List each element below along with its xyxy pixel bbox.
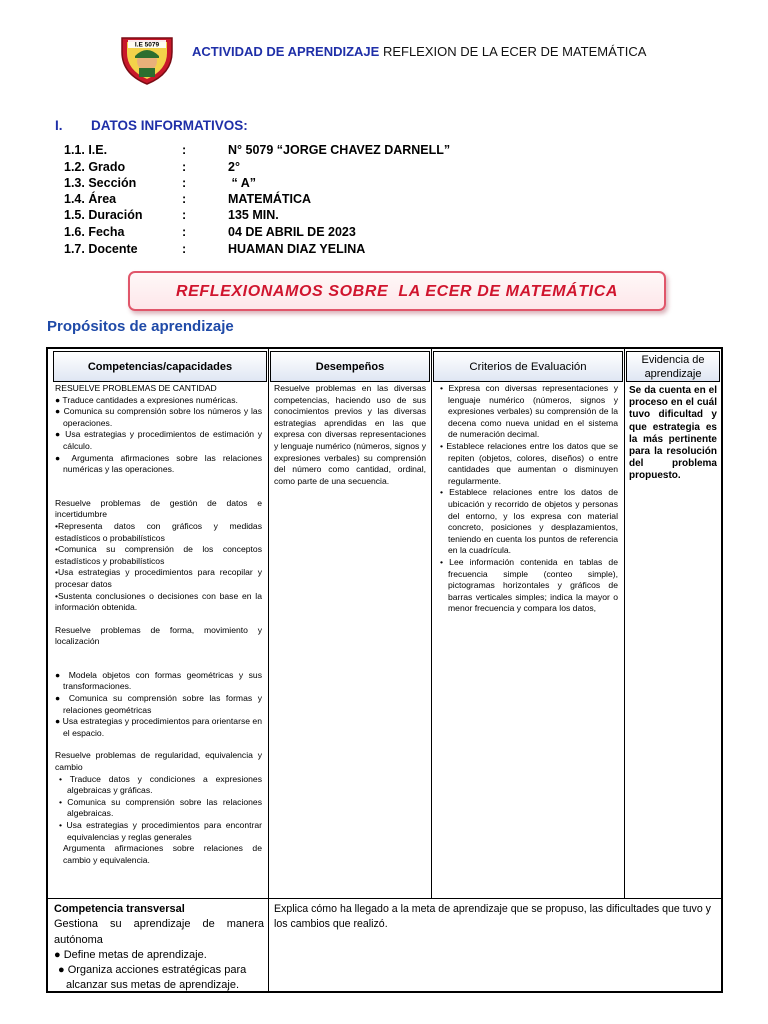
criterio-text: Expresa con diversas representaciones y lenguaje numérico (números, signos y expresiones verbales) su comprensión de la decena como nueva unidad en el sistema de numeración decimal. bbox=[448, 383, 618, 440]
info-value: HUAMAN DIAZ YELINA bbox=[228, 242, 366, 256]
criterio-item: • Expresa con diversas representaciones y lenguaje numérico (números, signos y expresiones verbales) su comprensión de la decena como nueva unidad en el sistema de numeración decimal. bbox=[440, 383, 618, 440]
capacidad-item: ● Usa estrategias y procedimientos para orientarse en el espacio. bbox=[55, 716, 262, 738]
competencia-title: Resuelve problemas de regularidad, equivalencia y cambio bbox=[55, 750, 262, 773]
competencia-title: Resuelve problemas de gestión de datos e incertidumbre bbox=[55, 497, 262, 520]
info-value: MATEMÁTICA bbox=[228, 192, 312, 206]
info-label: 1.7. Docente bbox=[64, 242, 138, 256]
capacidad-item: ● Comunica su comprensión sobre los números y las operaciones. bbox=[55, 406, 262, 428]
propositos-table bbox=[46, 347, 723, 993]
title-activity-topic: REFLEXION DE LA ECER DE MATEMÁTICA bbox=[382, 44, 647, 59]
capacidad-item: •Sustenta conclusiones o decisiones con base en la información obtenida. bbox=[55, 590, 262, 613]
propositos-heading: Propósitos de aprendizaje bbox=[47, 318, 234, 335]
info-colon: : bbox=[182, 143, 187, 157]
criterio-text: Establece relaciones entre los datos que se repiten (objetos, colores, diseños) o entre cantidades que aumentan o disminuyen regularmente. bbox=[446, 440, 618, 486]
info-value: 135 MIN. bbox=[228, 208, 279, 222]
capacidad-item: •Comunica su comprensión de los conceptos estadísticos y probabilísticos bbox=[55, 544, 262, 566]
info-colon: : bbox=[182, 208, 187, 222]
info-label: 1.1. I.E. bbox=[64, 143, 108, 157]
title-activity-label: ACTIVIDAD DE APRENDIZAJE bbox=[192, 44, 380, 59]
column-divider bbox=[624, 349, 625, 898]
info-colon: : bbox=[182, 160, 187, 174]
column-divider bbox=[431, 349, 432, 898]
capacidad-item: •Usa estrategias y procedimientos para recopilar y procesar datos bbox=[55, 567, 262, 589]
header-competencias: Competencias/capacidades bbox=[53, 351, 267, 382]
info-value: “ A” bbox=[228, 176, 257, 190]
info-label: 1.5. Duración bbox=[64, 208, 143, 222]
capacidad-item: ● Usa estrategias y procedimientos de estimación y cálculo. bbox=[55, 429, 262, 451]
cell-criterios bbox=[436, 383, 618, 615]
row-divider bbox=[48, 898, 721, 899]
transversal-item: ● Organiza acciones estratégicas para alcanzar sus metas de aprendizaje. bbox=[58, 964, 247, 992]
capacidad-item: ● Traduce cantidades a expresiones numéricas. bbox=[55, 394, 238, 405]
cell-evidencia: Se da cuenta en el proceso en el cuál tuvo dificultad y que estrategia es la más pertinente para la resolución del problema propuesto. bbox=[629, 385, 717, 482]
capacidad-item: Argumenta afirmaciones sobre relaciones de cambio y equivalencia. bbox=[63, 843, 262, 865]
criterio-text: Establece relaciones entre los datos de ubicación y recorrido de objetos y personas del entorno, y los expresa con material concreto, posiciones y desplazamientos, teniendo en cuenta los puntos de referencia en la cuadrícula. bbox=[448, 487, 618, 556]
transversal-text: Gestiona su aprendizaje de manera autónoma bbox=[54, 918, 264, 946]
info-colon: : bbox=[182, 242, 187, 256]
cell-competencias bbox=[55, 383, 262, 866]
cell-explica: Explica cómo ha llegado a la meta de aprendizaje que se propuso, las dificultades que tuvo y los cambios que realizó. bbox=[274, 903, 711, 930]
capacidad-item: • Usa estrategias y procedimientos para encontrar equivalencias y reglas generales bbox=[59, 820, 262, 842]
section-number: I. bbox=[55, 118, 63, 133]
criterio-item: • Establece relaciones entre los datos de ubicación y recorrido de objetos y personas del entorno, y los expresa con material concreto, posiciones y desplazamientos, teniendo en cuenta los puntos de referencia en la cuadrícula. bbox=[440, 487, 618, 556]
header-criterios: Criterios de Evaluación bbox=[433, 351, 623, 382]
header-evidencia: Evidencia de aprendizaje bbox=[626, 351, 720, 382]
info-label: 1.4. Área bbox=[64, 192, 117, 206]
cell-competencia-transversal bbox=[54, 902, 264, 994]
section-heading-datos bbox=[55, 118, 248, 133]
info-label: 1.2. Grado bbox=[64, 160, 126, 174]
criterio-text: Lee información contenida en tablas de frecuencia simple (conteo simple), pictogramas horizontales y gráficos de barras verticales simples; indica la mayor o menor frecuencia y compara los datos, bbox=[448, 556, 618, 614]
info-value: 04 DE ABRIL DE 2023 bbox=[228, 225, 356, 239]
info-value: 2° bbox=[228, 160, 240, 174]
criterio-item: • Establece relaciones entre los datos que se repiten (objetos, colores, diseños) o entre cantidades que aumentan o disminuyen regularmente. bbox=[440, 440, 618, 486]
info-value: N° 5079 “JORGE CHAVEZ DARNELL” bbox=[228, 143, 451, 157]
capacidad-item: ● Argumenta afirmaciones sobre las relaciones numéricas y las operaciones. bbox=[55, 452, 262, 475]
svg-text:I.E 5079: I.E 5079 bbox=[134, 41, 160, 49]
section-title: DATOS INFORMATIVOS: bbox=[91, 118, 248, 133]
banner-title: REFLEXIONAMOS SOBRE LA ECER DE MATEMÁTICA bbox=[128, 271, 666, 311]
capacidad-item: • Comunica su comprensión sobre las relaciones algebraicas. bbox=[59, 796, 262, 819]
info-colon: : bbox=[182, 176, 187, 190]
cell-desempenos bbox=[274, 383, 426, 487]
capacidad-item: •Representa datos con gráficos y medidas estadísticos o probabilísticos bbox=[55, 520, 262, 543]
column-divider bbox=[268, 349, 269, 898]
info-colon: : bbox=[182, 192, 187, 206]
transversal-title: Competencia transversal bbox=[54, 903, 185, 915]
competencia-title: Resuelve problemas de forma, movimiento y localización bbox=[55, 624, 262, 647]
transversal-item: ● Define metas de aprendizaje. bbox=[54, 948, 207, 961]
activity-title bbox=[192, 44, 646, 59]
column-divider bbox=[268, 898, 269, 991]
header-desempenos: Desempeños bbox=[270, 351, 430, 382]
school-logo bbox=[118, 34, 176, 86]
info-colon: : bbox=[182, 225, 187, 239]
capacidad-item: ● Modela objetos con formas geométricas y sus transformaciones. bbox=[55, 669, 262, 692]
desempeno-text: Resuelve problemas en las diversas competencias, haciendo uso de sus conocimientos previos y las diversas estrategias aprendidas en las que expresa con diversas representaciones y lenguaje numérico (números, signos y expresiones verbales) su comprensión del número como cantidad, ordinal, como parte de una secuencia. bbox=[274, 383, 426, 486]
capacidad-item: ● Comunica su comprensión sobre las formas y relaciones geométricas bbox=[55, 693, 262, 715]
info-label: 1.6. Fecha bbox=[64, 225, 125, 239]
competencia-title: RESUELVE PROBLEMAS DE CANTIDAD bbox=[55, 383, 217, 393]
info-label: 1.3. Sección bbox=[64, 176, 137, 190]
capacidad-item: • Traduce datos y condiciones a expresiones algebraicas y gráficas. bbox=[59, 773, 262, 796]
criterio-item: • Lee información contenida en tablas de frecuencia simple (conteo simple), pictogramas horizontales y gráficos de barras verticales simples; indica la mayor o menor frecuencia y compara los datos, bbox=[440, 556, 618, 614]
